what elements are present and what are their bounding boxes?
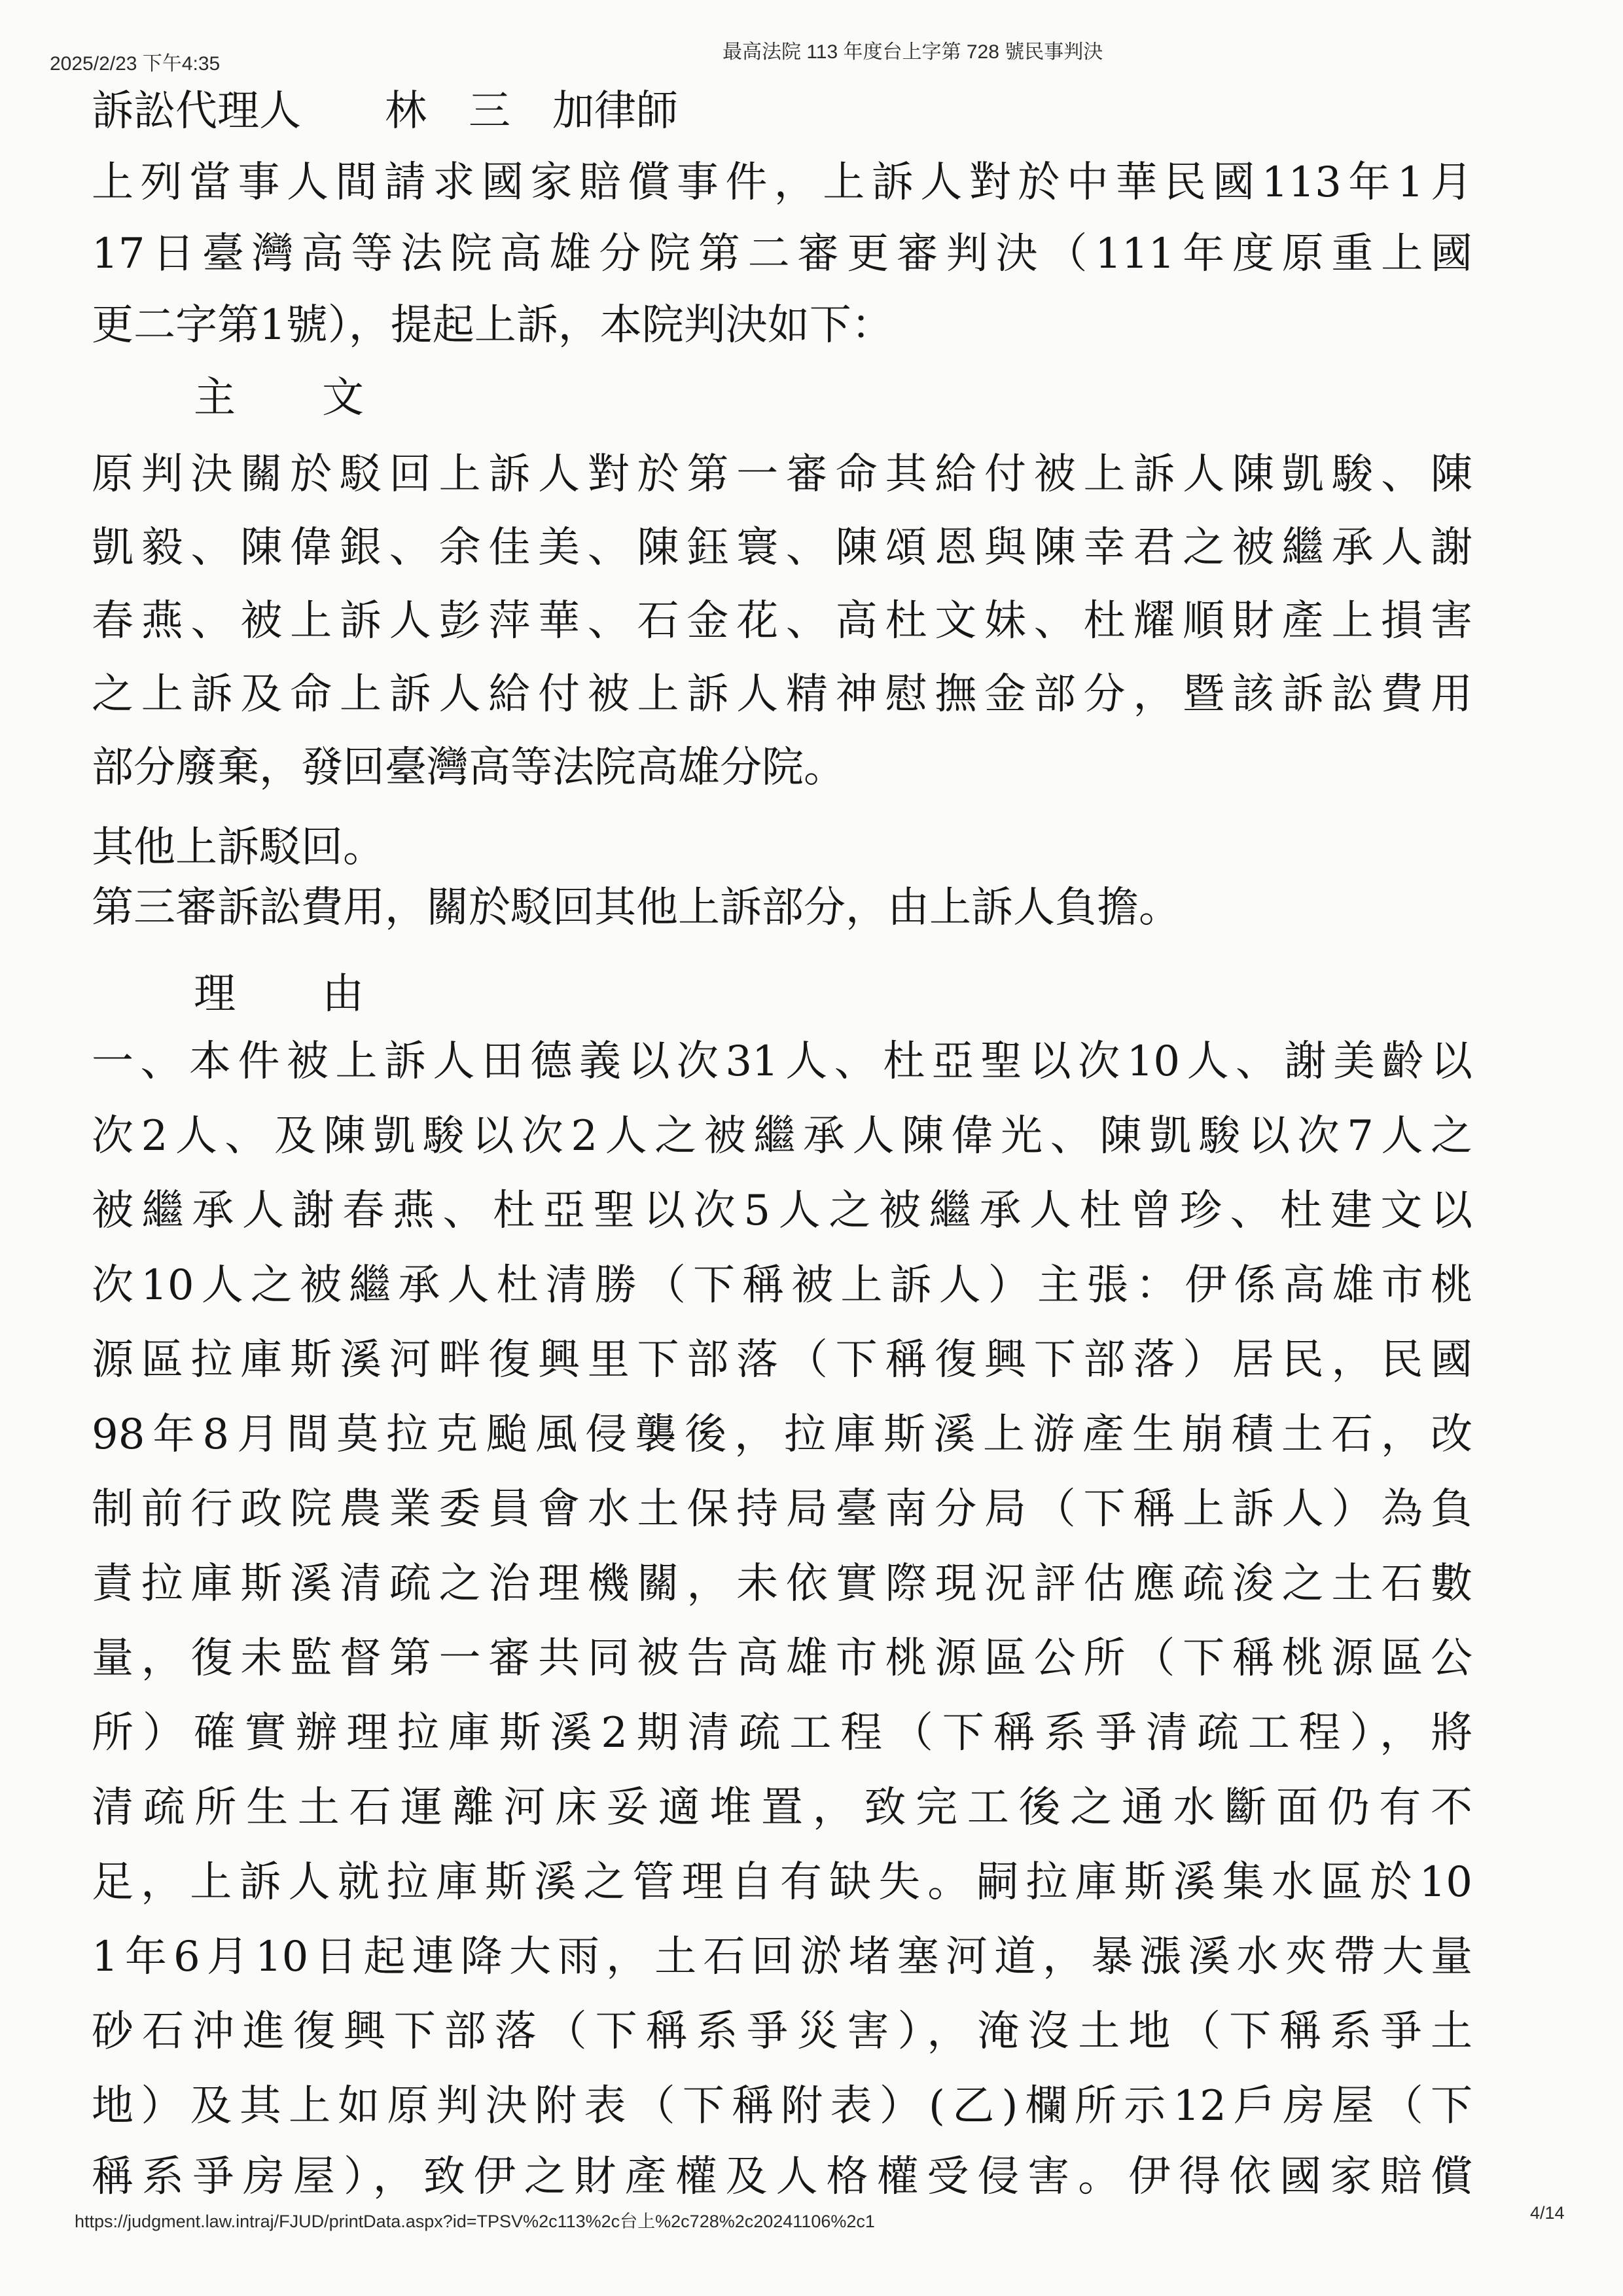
text-line: 上列當事人間請求國家賠償事件，上訴人對於中華民國113年1月: [92, 158, 1472, 207]
text-line-attorney: 訴訟代理人 林 三 加律師: [92, 87, 678, 135]
text-line: 清疏所生土石運離河床妥適堆置，致完工後之通水斷面仍有不: [92, 1784, 1472, 1832]
text-line: 被繼承人謝春燕、杜亞聖以次5人之被繼承人杜曾珍、杜建文以: [92, 1187, 1472, 1235]
text-line: 稱系爭房屋），致伊之財產權及人格權受侵害。伊得依國家賠償: [92, 2153, 1472, 2201]
print-datetime: 2025/2/23 下午4:35: [50, 53, 221, 75]
text-line: 次10人之被繼承人杜清勝（下稱被上訴人）主張：伊係高雄市桃: [92, 1261, 1472, 1310]
text-line: 98年8月間莫拉克颱風侵襲後，拉庫斯溪上游產生崩積土石，改: [92, 1410, 1472, 1459]
text-line: 之上訴及命上訴人給付被上訴人精神慰撫金部分，暨該訴訟費用: [92, 670, 1472, 719]
text-line: 地）及其上如原判決附表（下稱附表）(乙)欄所示12戶房屋（下: [92, 2082, 1472, 2130]
source-url: https://judgment.law.intraj/FJUD/printData.aspx?id=TPSV%2c113%2c台上%2c728%2c20241106%2c1: [75, 2212, 875, 2231]
text-line: 17日臺灣高等法院高雄分院第二審更審判決（111年度原重上國: [92, 230, 1472, 278]
page-number: 4/14: [1530, 2203, 1565, 2223]
text-line: 量，復未監督第一審共同被告高雄市桃源區公所（下稱桃源區公: [92, 1634, 1472, 1683]
text-line: 1年6月10日起連降大雨，土石回淤堵塞河道，暴漲溪水夾帶大量: [92, 1933, 1472, 1981]
text-line: 第三審訴訟費用，關於駁回其他上訴部分，由上訴人負擔。: [92, 884, 1181, 932]
text-line: 源區拉庫斯溪河畔復興里下部落（下稱復興下部落）居民，民國: [92, 1336, 1472, 1384]
document-header-title: 最高法院 113 年度台上字第 728 號民事判決: [722, 41, 1103, 63]
text-line: 原判決關於駁回上訴人對於第一審命其給付被上訴人陳凱駿、陳: [92, 450, 1472, 499]
text-line: 凱毅、陳偉銀、余佳美、陳鈺寰、陳頌恩與陳幸君之被繼承人謝: [92, 524, 1472, 572]
text-line: 部分廢棄，發回臺灣高等法院高雄分院。: [92, 744, 846, 792]
text-line: 次2人、及陳凱駿以次2人之被繼承人陳偉光、陳凱駿以次7人之: [92, 1112, 1472, 1160]
text-line: 其他上訴駁回。: [92, 823, 385, 872]
section-heading-reasons: 理 由: [194, 970, 364, 1018]
text-line: 制前行政院農業委員會水土保持局臺南分局（下稱上訴人）為負: [92, 1485, 1472, 1534]
text-line: 更二字第1號），提起上訴，本院判決如下：: [92, 301, 893, 350]
text-line: 春燕、被上訴人彭萍華、石金花、高杜文妹、杜耀順財產上損害: [92, 597, 1472, 645]
text-line: 所）確實辦理拉庫斯溪2期清疏工程（下稱系爭清疏工程），將: [92, 1709, 1472, 1757]
text-line: 一、本件被上訴人田德義以次31人、杜亞聖以次10人、謝美齡以: [92, 1037, 1472, 1086]
section-heading-main-text: 主 文: [194, 374, 364, 422]
text-line: 砂石沖進復興下部落（下稱系爭災害），淹沒土地（下稱系爭土: [92, 2007, 1472, 2056]
text-line: 足，上訴人就拉庫斯溪之管理自有缺失。嗣拉庫斯溪集水區於10: [92, 1858, 1472, 1907]
text-line: 責拉庫斯溪清疏之治理機關，未依實際現況評估應疏浚之土石數: [92, 1560, 1472, 1608]
